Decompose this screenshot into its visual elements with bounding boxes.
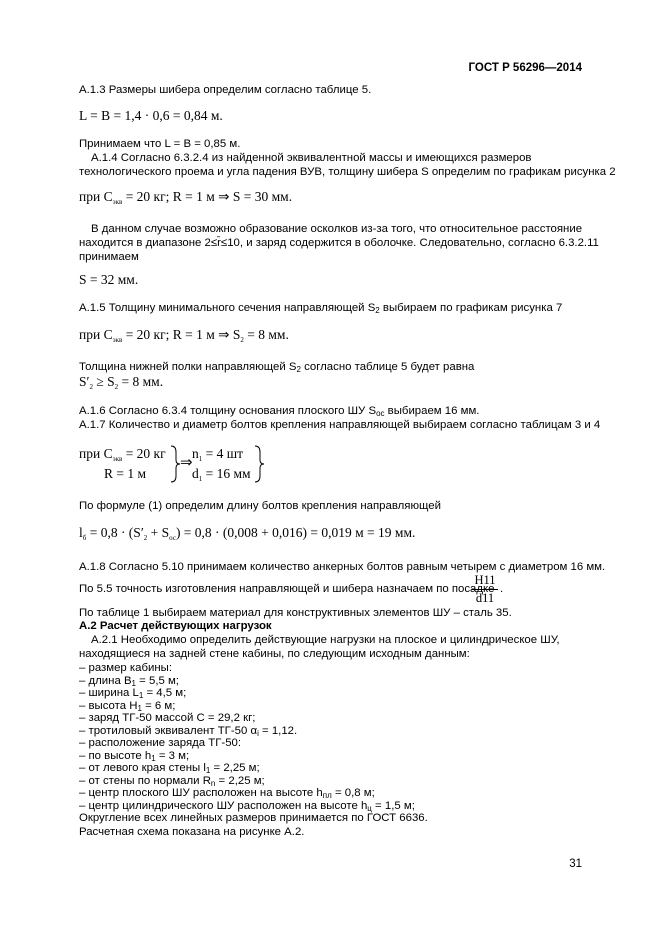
paragraph-fragments-line1: В данном случае возможно образование осколков из-за того, что относительное расстояние (91, 223, 583, 235)
list-item: – по высоте $h_1 = 3$ м; (79, 749, 190, 763)
document-code: ГОСТ Р 56296—2014 (468, 62, 582, 74)
list-item: – от левого края стены $l_1 = 2,25$ м; (79, 762, 260, 775)
fit-period: . (500, 583, 504, 595)
formula-s2-prime: $S'_2 \ge S_2 = 8$ мм. (79, 374, 164, 391)
paragraph-lower-flange: Толщина нижней полки направляющей $S_2$ согласно таблице 5 будет равна (79, 361, 475, 374)
formula-s-32: S = 32 мм. (79, 272, 139, 287)
right-brace-right (253, 444, 265, 484)
list-item: – ширина $L_1 = 4,5$ м; (79, 687, 187, 700)
paragraph-fragments-line2: находится в диапазоне 2≤r̄≤10, и заряд содержится в оболочке. Следовательно, согласно 6.3.2.11 (79, 237, 599, 249)
paragraph-a21-line2: находящиеся на задней стене кабины, по следующим исходным данным: (79, 648, 470, 660)
list-item: – центр цилиндрического ШУ расположен на высоте $h_ц = 1,5$ м; (79, 799, 415, 813)
paragraph-a14-line1: А.1.4 Согласно 6.3.2.4 из найденной эквивалентной массы и имеющихся размеров (91, 152, 532, 164)
section-title-a2: А.2 Расчет действующих нагрузок (79, 620, 272, 632)
paragraph-scheme: Расчетная схема показана на рисунке А.2. (79, 826, 305, 838)
fit-fraction: H11 d11 (472, 573, 498, 606)
paragraph-formula-1: По формуле (1) определим длину болтов крепления направляющей (79, 500, 441, 512)
paragraph-a16: А.1.6 Согласно 6.3.4 толщину основания плоского ШУ $S_{ос}$ выбираем 16 мм. (79, 405, 480, 418)
paragraph-a18: А.1.8 Согласно 5.10 принимаем количество анкерных болтов равным четырем с диаметром 16 мм. (79, 561, 606, 573)
formula-l-b: L = B = 1,4 · 0,6 = 0,84 м. (79, 108, 223, 123)
list-item: – высота $H_1 = 6$ м; (79, 699, 176, 713)
formula-s2: при $C_{экв} = 20$ кг; R = 1 м ⇒ $S_2 = 8$ мм. (79, 327, 289, 344)
formula-bolt-length: $l_б = 0,8 \cdot (S'_2 + S_{ос}) = 0,8 \cdot (0,008 + 0,016) = 0,019$ м = 19 мм. (79, 525, 416, 542)
formula-s-thickness: при $C_{экв} = 20$ кг; R = 1 м ⇒ S = 30 мм. (79, 189, 293, 206)
list-item: – длина $B_1 = 5,5$ м; (79, 674, 179, 688)
paragraph-a17: А.1.7 Количество и диаметр болтов крепления направляющей выбираем согласно таблицам 3 и 4 (79, 419, 601, 431)
paragraph-a13: А.1.3 Размеры шибера определим согласно таблице 5. (79, 84, 372, 96)
list-item: – центр плоского ШУ расположен на высоте $h_{пл} = 0,8$ м; (79, 787, 375, 800)
list-item: – от стены по нормали $R_n = 2,25$ м; (79, 774, 265, 788)
paragraph-rounding: Округление всех линейных размеров принимается по ГОСТ 6636. (79, 812, 428, 824)
paragraph-material: По таблице 1 выбираем материал для конструктивных элементов ШУ – сталь 35. (79, 607, 512, 619)
list-item: – размер кабины: (79, 662, 173, 674)
list-item: – расположение заряда ТГ-50: (79, 737, 242, 749)
list-item: – тротиловый эквивалент ТГ-50 $\alpha_i = 1,12$. (79, 724, 298, 738)
paragraph-fragments-line3: принимаем (79, 251, 139, 263)
list-item: – заряд ТГ-50 массой С = 29,2 кг; (79, 712, 256, 724)
paragraph-fit: По 5.5 точность изготовления направляющей и шибера назначаем по посадке (79, 583, 495, 595)
page-number: 31 (569, 858, 582, 870)
paragraph-a15: А.1.5 Толщину минимального сечения направляющей $S_2$ выбираем по графикам рисунка 7 (79, 302, 563, 315)
paragraph-a21-line1: А.2.1 Необходимо определить действующие нагрузки на плоское и цилиндрическое ШУ, (91, 634, 560, 646)
paragraph-accept: Принимаем что L = B = 0,85 м. (79, 138, 241, 150)
paragraph-a14-line2: технологического проема и угла падения ВУВ, толщину шибера S определим по графикам рисунка 2 (79, 166, 616, 178)
